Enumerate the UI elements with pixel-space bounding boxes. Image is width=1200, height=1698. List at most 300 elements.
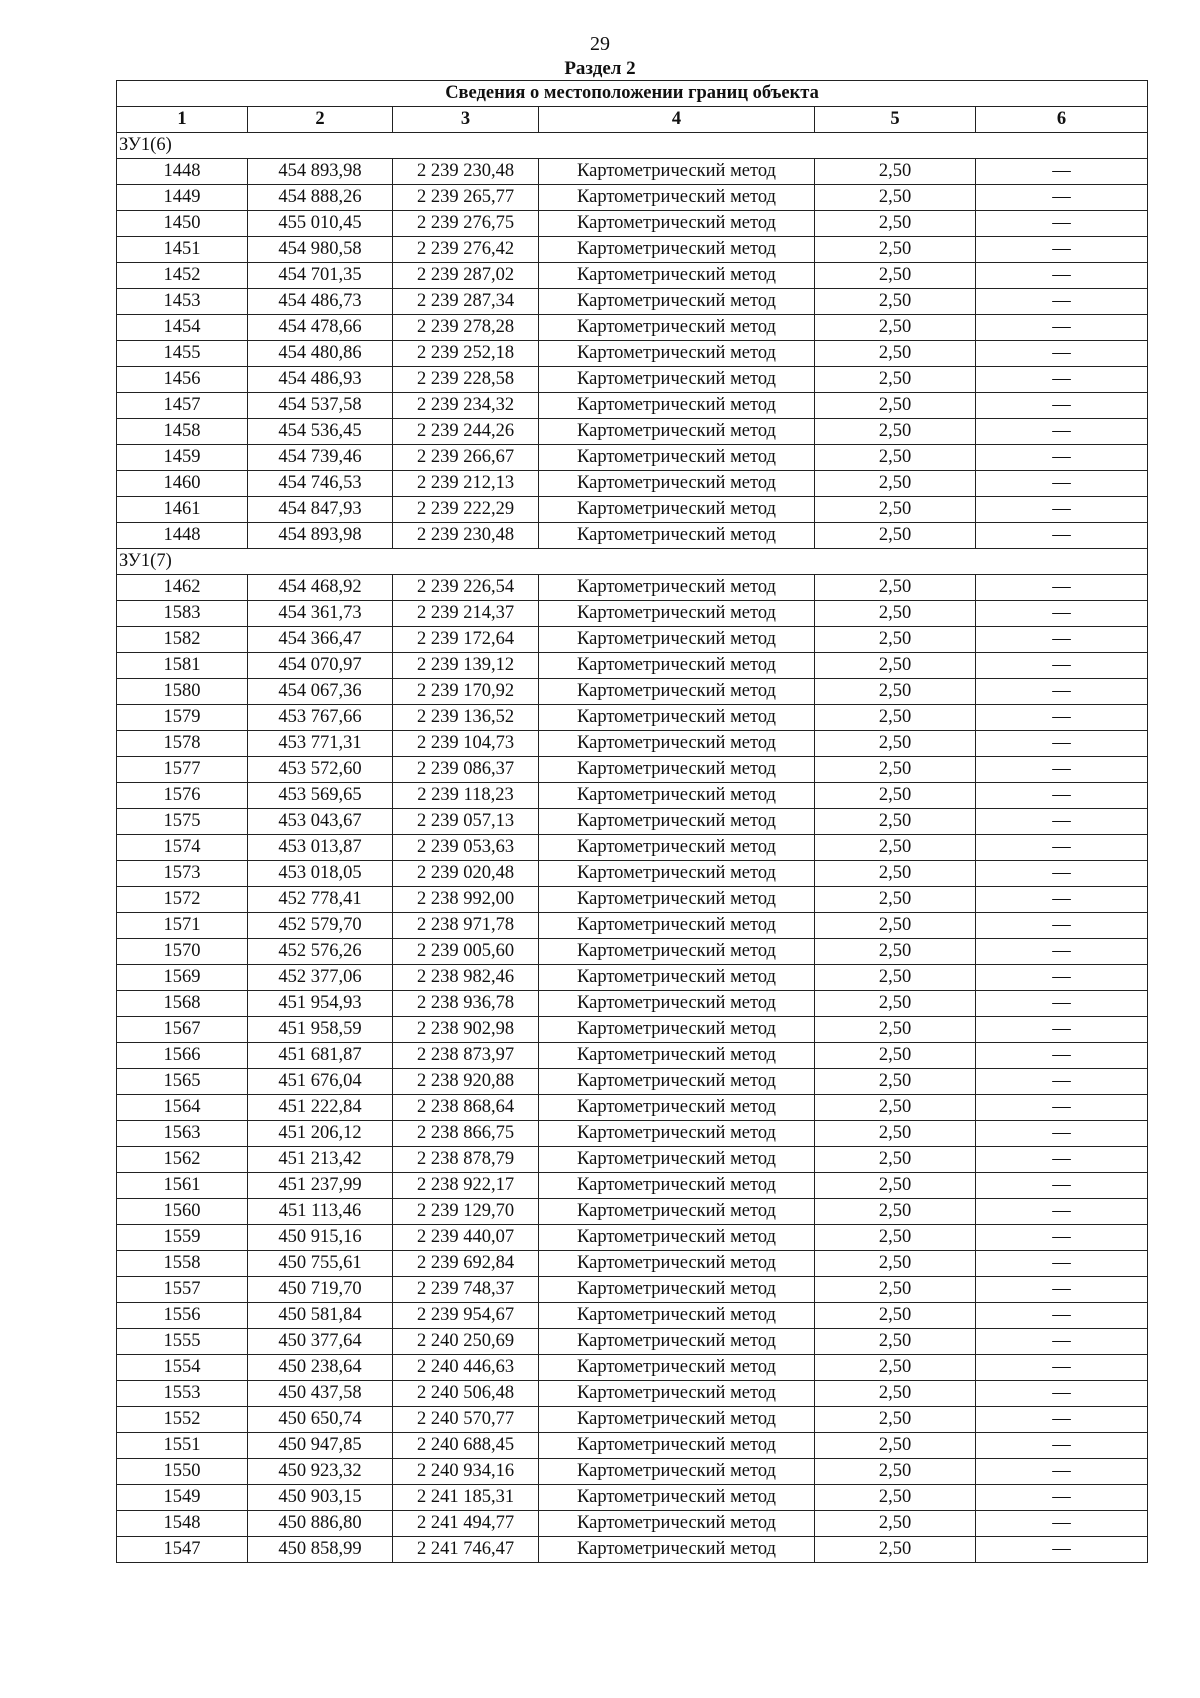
- table-cell: 2 238 982,46: [393, 965, 539, 991]
- table-cell: 2 239 226,54: [393, 575, 539, 601]
- table-cell: Картометрический метод: [539, 1407, 815, 1433]
- table-cell: 450 437,58: [248, 1381, 393, 1407]
- table-row: [117, 289, 1148, 315]
- table-cell: 454 847,93: [248, 497, 393, 523]
- table-cell: —: [976, 965, 1148, 991]
- table-row: [117, 497, 1148, 523]
- table-row: [117, 1225, 1148, 1251]
- table-cell: 2 239 129,70: [393, 1199, 539, 1225]
- table-cell: —: [976, 809, 1148, 835]
- table-row: [117, 1199, 1148, 1225]
- table-cell: 1453: [117, 289, 248, 315]
- table-cell: 450 947,85: [248, 1433, 393, 1459]
- table-cell: 2,50: [815, 1537, 976, 1563]
- table-cell: 2 239 265,77: [393, 185, 539, 211]
- table-cell: 2,50: [815, 367, 976, 393]
- table-cell: 2,50: [815, 1043, 976, 1069]
- table-cell: —: [976, 1407, 1148, 1433]
- table-body: [117, 133, 1148, 1563]
- table-cell: 451 237,99: [248, 1173, 393, 1199]
- table-cell: 1582: [117, 627, 248, 653]
- table-row: [117, 939, 1148, 965]
- table-cell: 2,50: [815, 1277, 976, 1303]
- table-cell: 454 536,45: [248, 419, 393, 445]
- table-cell: Картометрический метод: [539, 289, 815, 315]
- table-cell: 1460: [117, 471, 248, 497]
- table-cell: 2,50: [815, 341, 976, 367]
- table-cell: 454 739,46: [248, 445, 393, 471]
- table-cell: 2 239 244,26: [393, 419, 539, 445]
- table-cell: Картометрический метод: [539, 1043, 815, 1069]
- column-header: 4: [539, 107, 815, 133]
- table-cell: Картометрический метод: [539, 1069, 815, 1095]
- table-cell: Картометрический метод: [539, 679, 815, 705]
- table-cell: 1575: [117, 809, 248, 835]
- table-cell: Картометрический метод: [539, 1277, 815, 1303]
- table-row: [117, 991, 1148, 1017]
- table-row: [117, 1069, 1148, 1095]
- table-cell: 1580: [117, 679, 248, 705]
- table-cell: 2,50: [815, 861, 976, 887]
- table-cell: —: [976, 705, 1148, 731]
- table-cell: 2 239 170,92: [393, 679, 539, 705]
- table-row: [117, 1511, 1148, 1537]
- table-cell: 2 239 234,32: [393, 393, 539, 419]
- table-cell: 2 238 866,75: [393, 1121, 539, 1147]
- table-cell: Картометрический метод: [539, 939, 815, 965]
- table-cell: 2,50: [815, 1095, 976, 1121]
- table-cell: 2,50: [815, 809, 976, 835]
- table-cell: —: [976, 679, 1148, 705]
- table-cell: 2 238 873,97: [393, 1043, 539, 1069]
- table-cell: Картометрический метод: [539, 185, 815, 211]
- table-cell: 1450: [117, 211, 248, 237]
- table-cell: 2,50: [815, 679, 976, 705]
- table-row: [117, 341, 1148, 367]
- table-cell: 452 576,26: [248, 939, 393, 965]
- table-row: [117, 835, 1148, 861]
- table-cell: 1448: [117, 159, 248, 185]
- table-cell: 2,50: [815, 471, 976, 497]
- table-row: [117, 263, 1148, 289]
- table-cell: 2 240 506,48: [393, 1381, 539, 1407]
- table-cell: —: [976, 185, 1148, 211]
- table-cell: 2,50: [815, 1407, 976, 1433]
- table-cell: —: [976, 159, 1148, 185]
- table-cell: 2 239 086,37: [393, 757, 539, 783]
- table-cell: 453 043,67: [248, 809, 393, 835]
- table-cell: 2,50: [815, 965, 976, 991]
- table-cell: 1549: [117, 1485, 248, 1511]
- table-row: [117, 965, 1148, 991]
- group-name: ЗУ1(6): [117, 133, 1148, 159]
- table-cell: —: [976, 939, 1148, 965]
- table-row: [117, 913, 1148, 939]
- table-cell: 2 239 228,58: [393, 367, 539, 393]
- table-cell: Картометрический метод: [539, 341, 815, 367]
- table-row: [117, 1381, 1148, 1407]
- table-row: [117, 1277, 1148, 1303]
- table-cell: 2,50: [815, 835, 976, 861]
- table-cell: 1548: [117, 1511, 248, 1537]
- table-cell: 2,50: [815, 1199, 976, 1225]
- table-cell: 2,50: [815, 393, 976, 419]
- table-cell: —: [976, 1095, 1148, 1121]
- table-row: [117, 601, 1148, 627]
- table-cell: Картометрический метод: [539, 1355, 815, 1381]
- table-cell: 2,50: [815, 237, 976, 263]
- table-row: [117, 159, 1148, 185]
- table-cell: —: [976, 367, 1148, 393]
- table-cell: 2,50: [815, 1017, 976, 1043]
- table-cell: 2 240 934,16: [393, 1459, 539, 1485]
- table-row: [117, 757, 1148, 783]
- table-cell: —: [976, 1303, 1148, 1329]
- table-cell: 2,50: [815, 315, 976, 341]
- table-cell: 1557: [117, 1277, 248, 1303]
- table-cell: —: [976, 1225, 1148, 1251]
- table-cell: —: [976, 315, 1148, 341]
- table-cell: 452 579,70: [248, 913, 393, 939]
- table-cell: Картометрический метод: [539, 159, 815, 185]
- table-cell: 454 537,58: [248, 393, 393, 419]
- table-cell: 2 238 868,64: [393, 1095, 539, 1121]
- table-cell: 2 241 185,31: [393, 1485, 539, 1511]
- table-cell: 451 206,12: [248, 1121, 393, 1147]
- table-row: [117, 731, 1148, 757]
- table-row: [117, 809, 1148, 835]
- table-cell: 453 767,66: [248, 705, 393, 731]
- table-cell: 1547: [117, 1537, 248, 1563]
- table-cell: —: [976, 393, 1148, 419]
- table-cell: 454 366,47: [248, 627, 393, 653]
- table-cell: Картометрический метод: [539, 601, 815, 627]
- table-cell: Картометрический метод: [539, 367, 815, 393]
- table-cell: 2,50: [815, 939, 976, 965]
- table-cell: 1564: [117, 1095, 248, 1121]
- table-row: [117, 783, 1148, 809]
- table-cell: 1455: [117, 341, 248, 367]
- table-cell: Картометрический метод: [539, 913, 815, 939]
- table-cell: 453 013,87: [248, 835, 393, 861]
- table-cell: 454 888,26: [248, 185, 393, 211]
- table-cell: 1570: [117, 939, 248, 965]
- table-cell: —: [976, 1277, 1148, 1303]
- table-cell: 454 480,86: [248, 341, 393, 367]
- table-cell: 1551: [117, 1433, 248, 1459]
- table-cell: 2 239 278,28: [393, 315, 539, 341]
- table-cell: 452 377,06: [248, 965, 393, 991]
- table-cell: 450 719,70: [248, 1277, 393, 1303]
- table-cell: 1554: [117, 1355, 248, 1381]
- table-row: [117, 1095, 1148, 1121]
- table-cell: 2 238 878,79: [393, 1147, 539, 1173]
- table-cell: 453 569,65: [248, 783, 393, 809]
- table-cell: Картометрический метод: [539, 445, 815, 471]
- table-cell: Картометрический метод: [539, 497, 815, 523]
- table-cell: Картометрический метод: [539, 211, 815, 237]
- table-cell: 2,50: [815, 1225, 976, 1251]
- table-cell: —: [976, 445, 1148, 471]
- table-cell: —: [976, 1069, 1148, 1095]
- table-cell: Картометрический метод: [539, 835, 815, 861]
- table-cell: 2 241 494,77: [393, 1511, 539, 1537]
- table-cell: —: [976, 1199, 1148, 1225]
- table-cell: Картометрический метод: [539, 1095, 815, 1121]
- table-cell: 1572: [117, 887, 248, 913]
- table-cell: 2,50: [815, 1485, 976, 1511]
- table-cell: 2,50: [815, 731, 976, 757]
- table-cell: 450 903,15: [248, 1485, 393, 1511]
- table-cell: 450 858,99: [248, 1537, 393, 1563]
- table-cell: 1566: [117, 1043, 248, 1069]
- table-cell: 1452: [117, 263, 248, 289]
- table-cell: 450 923,32: [248, 1459, 393, 1485]
- table-cell: —: [976, 757, 1148, 783]
- table-cell: 1583: [117, 601, 248, 627]
- table-cell: Картометрический метод: [539, 1459, 815, 1485]
- table-cell: 2,50: [815, 419, 976, 445]
- table-cell: 2 240 688,45: [393, 1433, 539, 1459]
- section-title: Раздел 2: [564, 58, 636, 79]
- table-cell: 2 240 570,77: [393, 1407, 539, 1433]
- table-cell: 2,50: [815, 1329, 976, 1355]
- table-caption: Сведения о местоположении границ объекта: [117, 81, 1148, 107]
- table-cell: 1569: [117, 965, 248, 991]
- table-cell: Картометрический метод: [539, 1537, 815, 1563]
- table-cell: 1458: [117, 419, 248, 445]
- table-cell: 450 650,74: [248, 1407, 393, 1433]
- table-row: [117, 237, 1148, 263]
- table-cell: 2,50: [815, 705, 976, 731]
- table-cell: 2 239 222,29: [393, 497, 539, 523]
- table-cell: 2 239 266,67: [393, 445, 539, 471]
- table-row: [117, 315, 1148, 341]
- table-cell: —: [976, 263, 1148, 289]
- table-cell: 2 239 252,18: [393, 341, 539, 367]
- table-cell: 1565: [117, 1069, 248, 1095]
- table-cell: 2 239 104,73: [393, 731, 539, 757]
- table-row: [117, 393, 1148, 419]
- table-cell: 1552: [117, 1407, 248, 1433]
- table-cell: Картометрический метод: [539, 809, 815, 835]
- table-cell: 1579: [117, 705, 248, 731]
- table-cell: 452 778,41: [248, 887, 393, 913]
- table-cell: Картометрический метод: [539, 653, 815, 679]
- table-cell: Картометрический метод: [539, 471, 815, 497]
- boundary-table: [116, 80, 1148, 1563]
- table-row: [117, 1329, 1148, 1355]
- table-row: [117, 419, 1148, 445]
- table-cell: 2,50: [815, 289, 976, 315]
- table-cell: Картометрический метод: [539, 393, 815, 419]
- table-cell: —: [976, 783, 1148, 809]
- table-row: [117, 1303, 1148, 1329]
- table-cell: 1571: [117, 913, 248, 939]
- table-cell: 2,50: [815, 497, 976, 523]
- table-cell: Картометрический метод: [539, 263, 815, 289]
- table-cell: 1563: [117, 1121, 248, 1147]
- table-row: [117, 1173, 1148, 1199]
- table-cell: Картометрический метод: [539, 1225, 815, 1251]
- table-cell: 2,50: [815, 757, 976, 783]
- table-cell: 2 239 692,84: [393, 1251, 539, 1277]
- table-cell: —: [976, 497, 1148, 523]
- table-cell: 1574: [117, 835, 248, 861]
- table-cell: 2 238 922,17: [393, 1173, 539, 1199]
- table-cell: 454 893,98: [248, 523, 393, 549]
- table-cell: —: [976, 289, 1148, 315]
- table-row: [117, 1017, 1148, 1043]
- table-cell: —: [976, 1459, 1148, 1485]
- table-cell: 1559: [117, 1225, 248, 1251]
- table-cell: 2,50: [815, 1303, 976, 1329]
- table-cell: Картометрический метод: [539, 1485, 815, 1511]
- table-row: [117, 211, 1148, 237]
- table-cell: 1576: [117, 783, 248, 809]
- table-row: [117, 1355, 1148, 1381]
- table-cell: 451 113,46: [248, 1199, 393, 1225]
- table-cell: 2,50: [815, 1381, 976, 1407]
- table-cell: —: [976, 471, 1148, 497]
- table-cell: —: [976, 887, 1148, 913]
- table-cell: 1562: [117, 1147, 248, 1173]
- table-cell: 1457: [117, 393, 248, 419]
- table-cell: 451 676,04: [248, 1069, 393, 1095]
- table-cell: —: [976, 653, 1148, 679]
- table-cell: Картометрический метод: [539, 887, 815, 913]
- table-cell: —: [976, 731, 1148, 757]
- table-cell: 2,50: [815, 159, 976, 185]
- table-cell: 2 239 748,37: [393, 1277, 539, 1303]
- table-cell: —: [976, 1537, 1148, 1563]
- table-cell: 2,50: [815, 575, 976, 601]
- table-cell: 2 239 276,75: [393, 211, 539, 237]
- column-header: 5: [815, 107, 976, 133]
- table-cell: 2 239 287,02: [393, 263, 539, 289]
- table-row: [117, 1537, 1148, 1563]
- table-cell: —: [976, 1043, 1148, 1069]
- table-cell: 450 915,16: [248, 1225, 393, 1251]
- table-cell: 1561: [117, 1173, 248, 1199]
- table-row: [117, 185, 1148, 211]
- table-cell: 2 239 118,23: [393, 783, 539, 809]
- group-name: ЗУ1(7): [117, 549, 1148, 575]
- table-row: [117, 1251, 1148, 1277]
- table-cell: 450 581,84: [248, 1303, 393, 1329]
- table-row: [117, 1121, 1148, 1147]
- table-cell: 2 239 214,37: [393, 601, 539, 627]
- table-cell: —: [976, 1173, 1148, 1199]
- table-cell: 2 239 230,48: [393, 523, 539, 549]
- table-cell: Картометрический метод: [539, 1121, 815, 1147]
- table-cell: Картометрический метод: [539, 575, 815, 601]
- column-header: 3: [393, 107, 539, 133]
- table-cell: 2,50: [815, 913, 976, 939]
- table-cell: 2,50: [815, 1121, 976, 1147]
- table-cell: Картометрический метод: [539, 1433, 815, 1459]
- table-cell: 2 238 992,00: [393, 887, 539, 913]
- table-cell: 1550: [117, 1459, 248, 1485]
- table-row: [117, 679, 1148, 705]
- table-row: [117, 861, 1148, 887]
- table-cell: Картометрический метод: [539, 315, 815, 341]
- table-cell: 1556: [117, 1303, 248, 1329]
- table-cell: 2 238 936,78: [393, 991, 539, 1017]
- table-cell: 454 746,53: [248, 471, 393, 497]
- column-header: 2: [248, 107, 393, 133]
- table-cell: 2 239 020,48: [393, 861, 539, 887]
- table-cell: 2 239 057,13: [393, 809, 539, 835]
- table-row: [117, 575, 1148, 601]
- table-cell: 2,50: [815, 991, 976, 1017]
- table-cell: 2 238 902,98: [393, 1017, 539, 1043]
- table-cell: 451 681,87: [248, 1043, 393, 1069]
- table-cell: 454 468,92: [248, 575, 393, 601]
- table-cell: Картометрический метод: [539, 627, 815, 653]
- table-cell: 2,50: [815, 1355, 976, 1381]
- table-cell: 453 018,05: [248, 861, 393, 887]
- table-cell: 1577: [117, 757, 248, 783]
- table-cell: 2,50: [815, 1069, 976, 1095]
- table-cell: 2,50: [815, 1433, 976, 1459]
- table-cell: —: [976, 419, 1148, 445]
- table-cell: 454 980,58: [248, 237, 393, 263]
- table-cell: 2 239 440,07: [393, 1225, 539, 1251]
- table-cell: 1555: [117, 1329, 248, 1355]
- table-cell: 1568: [117, 991, 248, 1017]
- column-header: 1: [117, 107, 248, 133]
- table-cell: Картометрический метод: [539, 1329, 815, 1355]
- table-cell: 2,50: [815, 653, 976, 679]
- table-cell: —: [976, 341, 1148, 367]
- table-cell: —: [976, 575, 1148, 601]
- table-row: [117, 471, 1148, 497]
- table-cell: Картометрический метод: [539, 861, 815, 887]
- table-cell: 454 701,35: [248, 263, 393, 289]
- table-cell: Картометрический метод: [539, 1173, 815, 1199]
- table-cell: 2 240 446,63: [393, 1355, 539, 1381]
- table-cell: 455 010,45: [248, 211, 393, 237]
- table-cell: 2 241 746,47: [393, 1537, 539, 1563]
- table-cell: 2,50: [815, 211, 976, 237]
- table-cell: 2,50: [815, 1147, 976, 1173]
- group-header-row: [117, 549, 1148, 575]
- table-cell: 2 239 287,34: [393, 289, 539, 315]
- table-cell: 453 771,31: [248, 731, 393, 757]
- table-cell: —: [976, 601, 1148, 627]
- table-cell: 454 070,97: [248, 653, 393, 679]
- table-cell: 2 238 971,78: [393, 913, 539, 939]
- table-cell: 2 240 250,69: [393, 1329, 539, 1355]
- table-cell: Картометрический метод: [539, 1199, 815, 1225]
- table-cell: —: [976, 1329, 1148, 1355]
- table-cell: 2,50: [815, 263, 976, 289]
- table-cell: 2 239 276,42: [393, 237, 539, 263]
- table-cell: Картометрический метод: [539, 731, 815, 757]
- table-cell: Картометрический метод: [539, 783, 815, 809]
- column-header-row: [117, 107, 1148, 133]
- table-cell: 1451: [117, 237, 248, 263]
- table-cell: 2 239 005,60: [393, 939, 539, 965]
- table-cell: 1456: [117, 367, 248, 393]
- table-cell: Картометрический метод: [539, 757, 815, 783]
- table-cell: 1573: [117, 861, 248, 887]
- table-cell: 1581: [117, 653, 248, 679]
- table-cell: 451 958,59: [248, 1017, 393, 1043]
- table-cell: 2,50: [815, 445, 976, 471]
- table-cell: Картометрический метод: [539, 1303, 815, 1329]
